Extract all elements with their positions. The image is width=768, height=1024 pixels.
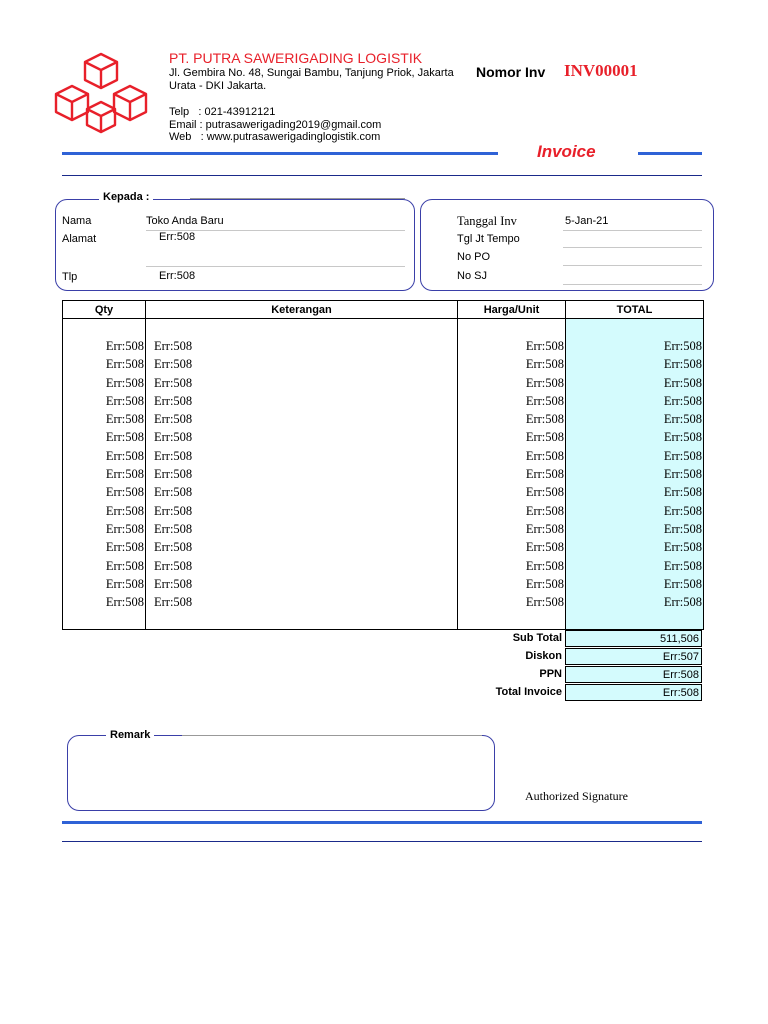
table-cell-total: Err:508 — [663, 595, 702, 610]
table-cell-harga: Err:508 — [525, 485, 564, 500]
table-cell-qty: Err:508 — [105, 375, 144, 390]
table-header-row — [63, 301, 704, 319]
header-keterangan: Keterangan — [146, 301, 458, 319]
table-cell-qty: Err:508 — [105, 357, 144, 372]
table-cell-qty: Err:508 — [105, 558, 144, 573]
tanggal-underline — [563, 230, 702, 231]
table-cell-harga: Err:508 — [525, 595, 564, 610]
footer-divider — [62, 821, 702, 824]
table-cell-harga: Err:508 — [525, 393, 564, 408]
authorized-signature-label: Authorized Signature — [525, 789, 628, 803]
table-cell-harga: Err:508 — [525, 448, 564, 463]
diskon-value: Err:507 — [565, 648, 702, 665]
header-thin-divider — [62, 175, 702, 176]
total-column — [566, 319, 704, 630]
tlp-value: Err:508 — [159, 270, 196, 282]
table-cell-ket: Err:508 — [154, 521, 193, 536]
company-web: Web : www.putrasawerigadinglogistik.com — [169, 131, 381, 143]
table-cell-qty: Err:508 — [105, 485, 144, 500]
company-address-line2: Urata - DKI Jakarta. — [169, 80, 267, 92]
kepada-title: Kepada : — [99, 191, 153, 203]
stacked-boxes-logo-icon — [52, 50, 150, 140]
no-sj-label: No SJ — [457, 270, 487, 282]
table-cell-harga: Err:508 — [525, 375, 564, 390]
table-cell-ket: Err:508 — [154, 448, 193, 463]
table-cell-total: Err:508 — [663, 430, 702, 445]
table-cell-qty: Err:508 — [105, 540, 144, 555]
table-cell-qty: Err:508 — [105, 448, 144, 463]
jt-tempo-label: Tgl Jt Tempo — [457, 233, 520, 245]
table-cell-qty: Err:508 — [105, 467, 144, 482]
footer-thin-divider — [62, 841, 702, 842]
invoice-number-value: INV00001 — [564, 61, 638, 80]
table-cell-total: Err:508 — [663, 412, 702, 427]
header-qty: Qty — [63, 301, 146, 319]
table-cell-total: Err:508 — [663, 521, 702, 536]
ppn-label: PPN — [539, 668, 562, 680]
table-cell-qty: Err:508 — [105, 412, 144, 427]
table-cell-ket: Err:508 — [154, 412, 193, 427]
table-cell-harga: Err:508 — [525, 576, 564, 591]
nama-label: Nama — [62, 215, 92, 227]
table-cell-qty: Err:508 — [105, 339, 144, 353]
table-cell-ket: Err:508 — [154, 540, 193, 555]
nama-value: Toko Anda Baru — [146, 215, 224, 227]
header-harga: Harga/Unit — [458, 301, 566, 319]
table-cell-ket: Err:508 — [154, 357, 193, 372]
keterangan-column — [146, 319, 458, 630]
table-cell-ket: Err:508 — [154, 503, 193, 518]
table-cell-total: Err:508 — [663, 485, 702, 500]
table-cell-qty: Err:508 — [105, 393, 144, 408]
kepada-box — [55, 199, 415, 291]
table-cell-ket: Err:508 — [154, 595, 193, 610]
table-cell-ket: Err:508 — [154, 375, 193, 390]
alamat-underline — [146, 266, 405, 267]
remark-title-line — [182, 735, 482, 736]
table-cell-ket: Err:508 — [154, 485, 193, 500]
invoice-title: Invoice — [537, 142, 596, 161]
table-cell-total: Err:508 — [663, 540, 702, 555]
remark-title: Remark — [106, 729, 154, 741]
table-cell-harga: Err:508 — [525, 357, 564, 372]
no-sj-underline — [563, 284, 702, 285]
table-body — [63, 319, 704, 630]
total-invoice-label: Total Invoice — [495, 686, 562, 698]
table-cell-ket: Err:508 — [154, 558, 193, 573]
table-cell-ket: Err:508 — [154, 576, 193, 591]
table-cell-ket: Err:508 — [154, 467, 193, 482]
tanggal-inv-value: 5-Jan-21 — [565, 215, 609, 227]
table-cell-harga: Err:508 — [525, 467, 564, 482]
header-divider-right — [638, 152, 702, 155]
table-cell-qty: Err:508 — [105, 595, 144, 610]
company-email: Email : putrasawerigading2019@gmail.com — [169, 119, 382, 131]
table-cell-harga: Err:508 — [525, 339, 564, 353]
no-po-underline — [563, 265, 702, 266]
ppn-value: Err:508 — [565, 666, 702, 683]
table-cell-total: Err:508 — [663, 448, 702, 463]
tanggal-inv-label: Tanggal Inv — [457, 214, 517, 228]
company-name: PT. PUTRA SAWERIGADING LOGISTIK — [169, 50, 423, 66]
diskon-label: Diskon — [525, 650, 562, 662]
header-total: TOTAL — [566, 301, 704, 319]
table-cell-qty: Err:508 — [105, 521, 144, 536]
table-cell-total: Err:508 — [663, 357, 702, 372]
table-cell-ket: Err:508 — [154, 430, 193, 445]
table-cell-ket: Err:508 — [154, 393, 193, 408]
sub-total-value: 511,506 — [565, 630, 702, 647]
invoice-number-label: Nomor Inv — [476, 64, 546, 80]
items-table — [62, 300, 704, 630]
table-cell-total: Err:508 — [663, 503, 702, 518]
table-cell-total: Err:508 — [663, 393, 702, 408]
sub-total-label: Sub Total — [512, 632, 562, 644]
table-cell-harga: Err:508 — [525, 430, 564, 445]
tlp-label: Tlp — [62, 271, 78, 283]
table-cell-total: Err:508 — [663, 576, 702, 591]
table-cell-total: Err:508 — [663, 339, 702, 353]
table-cell-harga: Err:508 — [525, 503, 564, 518]
kepada-title-line — [190, 198, 405, 199]
table-cell-total: Err:508 — [663, 375, 702, 390]
table-cell-total: Err:508 — [663, 467, 702, 482]
table-cell-ket: Err:508 — [154, 339, 193, 353]
table-cell-qty: Err:508 — [105, 430, 144, 445]
no-po-label: No PO — [457, 251, 491, 263]
table-cell-harga: Err:508 — [525, 540, 564, 555]
company-telp: Telp : 021-43912121 — [169, 106, 276, 118]
total-invoice-value: Err:508 — [565, 684, 702, 701]
harga-column — [458, 319, 566, 630]
remark-box — [67, 735, 495, 811]
table-cell-qty: Err:508 — [105, 503, 144, 518]
alamat-label: Alamat — [62, 233, 97, 245]
table-cell-harga: Err:508 — [525, 558, 564, 573]
company-address-line1: Jl. Gembira No. 48, Sungai Bambu, Tanjung Priok, Jakarta — [169, 67, 454, 79]
table-cell-qty: Err:508 — [105, 576, 144, 591]
jt-tempo-underline — [563, 247, 702, 248]
table-cell-harga: Err:508 — [525, 521, 564, 536]
alamat-value: Err:508 — [159, 231, 196, 243]
qty-column — [63, 319, 146, 630]
table-cell-total: Err:508 — [663, 558, 702, 573]
table-cell-harga: Err:508 — [525, 412, 564, 427]
header-divider-left — [62, 152, 498, 155]
